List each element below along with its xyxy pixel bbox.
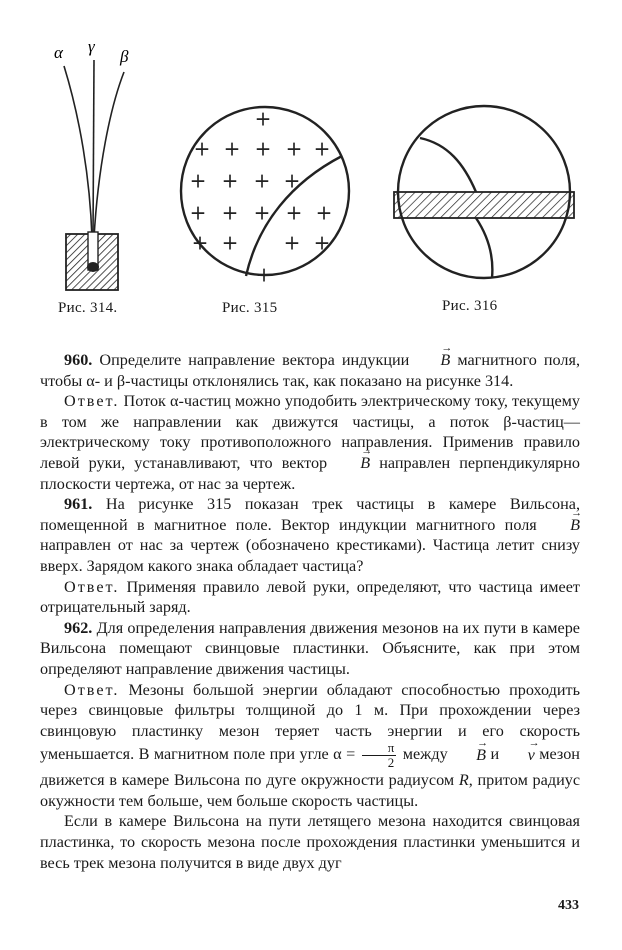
plus-marker: + (254, 106, 272, 131)
answer-962: Ответ. Мезоны большой энергии обладают способностью проходить через свинцовые фильтры толщиной до 1 м. При прохождении через свинцовую пластинку мезон теряет часть энергии и его скорость уменьшается. В магнитном поле при угле α = $\frac{\pi}{2}$ между → B и → v мезон движется в камере Вильсона по дуге окружности радиусом R, притом радиус окужности тем больше, чем больше скорость частицы. (40, 680, 580, 812)
vector-b: → B (336, 453, 370, 474)
plus-marker: + (283, 168, 301, 193)
problem-number: 962. (64, 618, 93, 637)
alpha-track (64, 66, 92, 238)
plus-marker: + (191, 230, 209, 255)
plus-marker: + (189, 200, 207, 225)
vector-b: → B (546, 515, 580, 536)
plus-marker: + (313, 230, 331, 255)
plus-marker: + (255, 262, 273, 286)
caption-fig-315: Рис. 315 (222, 300, 278, 316)
plus-marker: + (283, 230, 301, 255)
closing-paragraph: Если в камере Вильсона на пути летящего мезона находится свинцовая пластинка, то скорость мезона после прохождения пластинки уменьшится и весь трек мезона получится в виде двух дуг (40, 812, 580, 872)
plus-marker: + (253, 168, 271, 193)
vector-b: → B (452, 745, 486, 766)
problem-961: 961. На рисунке 315 показан трек частицы в камере Вильсона, помещенной в магнитное поле. Вектор индукции магнитного поля → B направлен от нас за чертеж (обозначено крестиками). Частица летит снизу вверх. Зарядом какого знака обладает частица? (40, 494, 580, 576)
caption-fig-314: Рис. 314. (58, 300, 118, 316)
problem-number: 960. (64, 351, 93, 369)
problem-number: 961. (64, 495, 93, 514)
plus-marker: + (193, 136, 211, 161)
plus-marker: + (285, 136, 303, 161)
vector-b: → B (416, 350, 450, 371)
plus-marker: + (221, 168, 239, 193)
plus-marker: + (285, 200, 303, 225)
label-beta: β (120, 47, 129, 66)
answer-label: Ответ. (64, 577, 120, 596)
vector-v: → v (504, 745, 535, 766)
answer-label: Ответ. (64, 392, 120, 411)
answer-label: Ответ. (64, 680, 120, 699)
figure-316 (390, 98, 578, 286)
answer-961: Ответ. Применяя правило левой руки, определяют, что частица имеет отрицательный заряд. (40, 577, 580, 617)
gamma-track (93, 60, 94, 238)
page-number: 433 (558, 898, 579, 913)
caption-fig-316: Рис. 316 (442, 298, 498, 314)
main-text (40, 350, 580, 873)
problem-962: 962. Для определения направления движения мезонов на их пути в камере Вильсона помещают свинцовые пластинки. Объясните, как при этом определяют направление движения частицы. (40, 618, 580, 678)
figure-314 (40, 38, 150, 298)
plus-marker: + (313, 136, 331, 161)
plus-marker: + (189, 168, 207, 193)
figure-315 (172, 98, 358, 286)
problem-960: 960. Определите направление вектора индукции → B магнитного поля, чтобы α- и β-частицы отклонялись так, как показано на рисунке 314. (40, 350, 580, 391)
plus-marker: + (315, 200, 333, 225)
plus-marker: + (223, 136, 241, 161)
source-sample (87, 262, 99, 272)
plus-marker: + (254, 136, 272, 161)
answer-960: Ответ. Поток α-частиц можно уподобить электрическому току, текущему в том же направлении как движутся частицы, а поток β-частиц— электрическому току противоположного направления. Применив правило левой руки, устанавливают, что вектор → B направлен перпендикулярно плоскости чертежа, от нас за чертеж. (40, 391, 580, 494)
fraction-pi-over-2: $\frac{\pi}{2}$ (362, 741, 397, 770)
plus-marker: + (253, 200, 271, 225)
beta-track (94, 72, 124, 238)
lead-plate (394, 192, 574, 218)
radius-symbol: R (458, 771, 469, 790)
plus-marker: + (221, 200, 239, 225)
label-alpha: α (54, 43, 63, 62)
plus-marker: + (221, 230, 239, 255)
label-gamma: γ (88, 38, 95, 56)
